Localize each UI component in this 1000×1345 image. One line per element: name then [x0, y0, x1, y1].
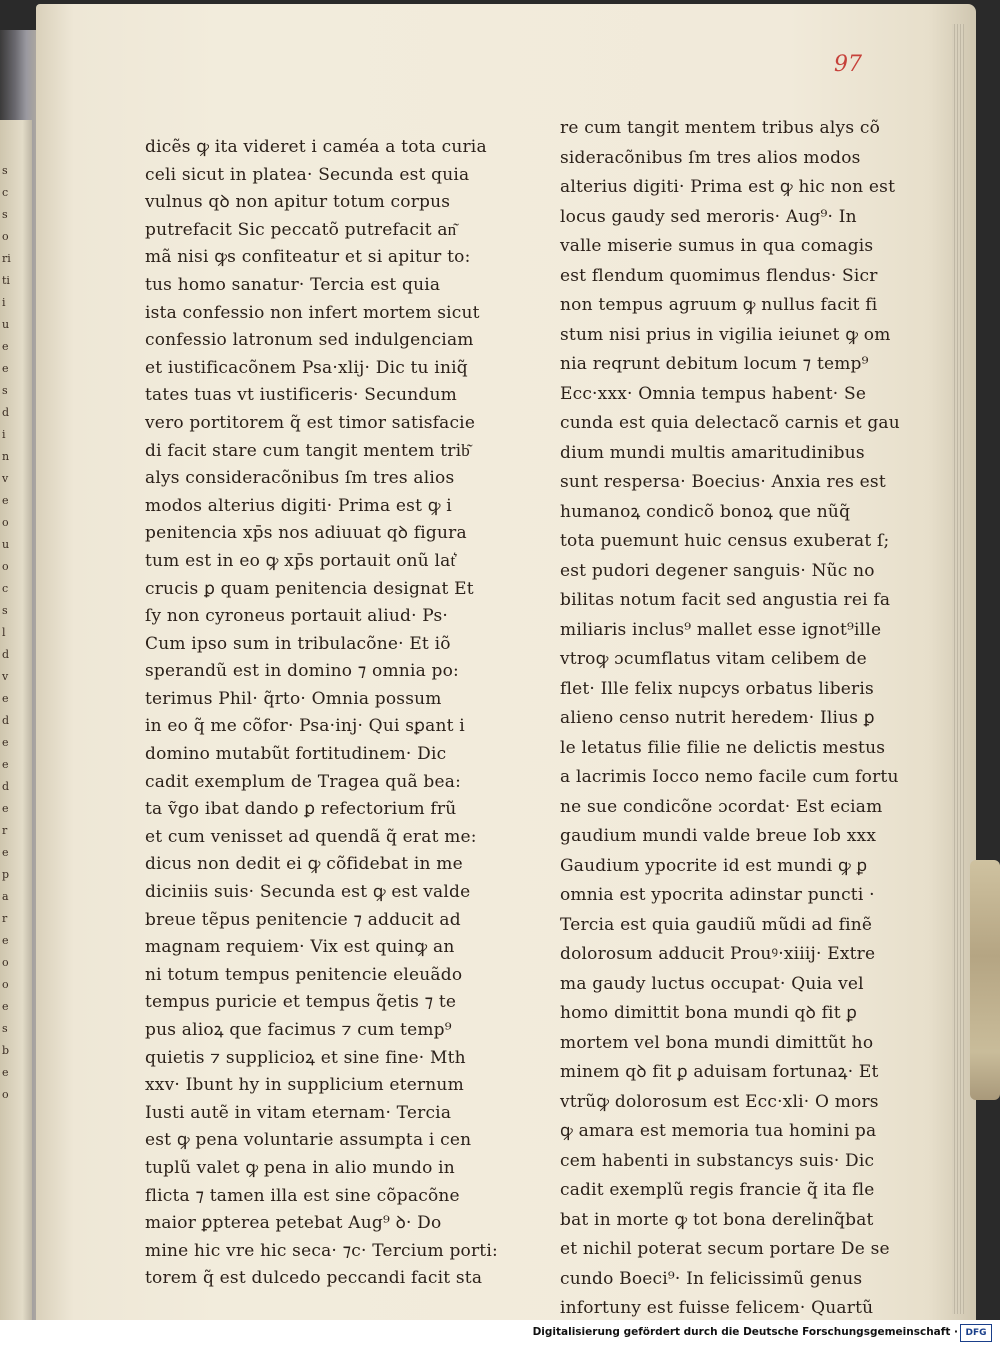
facing-page-text — [2, 160, 30, 1106]
text-line: xxv· Ibunt hy in supplicium eternum — [145, 1075, 464, 1096]
facing-page-glyph: o — [2, 956, 9, 969]
text-line: mã nisi ꝙs confiteatur et si apitur to: — [145, 247, 471, 268]
text-line: ꝙ amara est memoria tua homini pa — [560, 1121, 877, 1141]
text-line: tuplũ valet ꝙ pena in alio mundo in — [145, 1157, 455, 1178]
facing-page-glyph: o — [2, 230, 9, 243]
facing-page-glyph: u — [2, 318, 10, 331]
facing-page-glyph: r — [2, 824, 8, 837]
text-line: stum nisi prius in vigilia ieiunet ꝙ om — [560, 324, 891, 345]
facing-page-glyph: o — [2, 1088, 9, 1101]
text-line: miliaris inclus⁹ mallet esse ignot⁹ille — [560, 619, 882, 640]
text-line: ista confessio non infert mortem sicut — [145, 302, 480, 323]
text-line: dicus non dedit ei ꝙ cõfidebat in me — [145, 854, 463, 875]
text-line: confessio latronum sed indulgenciam — [145, 330, 474, 351]
text-line: dicẽs ꝙ ita videret i caméa a tota curia — [145, 137, 487, 157]
text-line: humanoꝝ condicõ bonoꝝ que nũq̃ — [560, 501, 851, 522]
text-line: torem q̃ est dulcedo peccandi facit sta — [145, 1268, 483, 1289]
facing-page-glyph: l — [2, 626, 6, 639]
facing-page-glyph: e — [2, 802, 9, 815]
text-line: nia reqrunt debitum locum ⁊ temp⁹ — [560, 354, 869, 374]
text-line: minem qꝺ fit ꝑ aduisam fortunaꝝ· Et — [560, 1062, 879, 1082]
text-line: dium mundi multis amaritudinibus — [560, 442, 865, 463]
facing-page-glyph: e — [2, 494, 9, 507]
text-line: sideracõnibus ſm tres alios modos — [560, 147, 861, 168]
funding-credit: Digitalisierung gefördert durch die Deutsche Forschungsgemeinschaft · — [532, 1326, 958, 1338]
text-line: bilitas notum facit sed angustia rei fa — [560, 590, 891, 610]
text-line: vtroꝙ ɔcumflatus vitam celibem de — [560, 649, 867, 669]
facing-page-glyph: e — [2, 692, 9, 705]
facing-page-glyph: b — [2, 1044, 10, 1057]
text-line: diciniis suis· Secunda est ꝙ est valde — [145, 882, 471, 903]
text-line: cadit exemplũ regis francie q̃ ita fle — [560, 1180, 875, 1200]
facing-page-glyph: v — [2, 670, 9, 683]
text-line: tum est in eo ꝙ xp̄s portauit onũ lat͛ — [145, 550, 456, 571]
text-line: breue tẽpus penitencie ⁊ adducit ad — [145, 909, 461, 930]
text-line: Gaudium ypocrite id est mundi ꝙ ꝑ — [560, 855, 868, 876]
text-line: a lacrimis Iocco nemo facile cum fortu — [560, 767, 899, 787]
text-line: dolorosum adducit Prouꝰ·xiiij· Extre — [560, 944, 876, 964]
facing-page-glyph: ti — [2, 274, 10, 287]
facing-page-glyph: s — [2, 208, 8, 221]
text-line: sunt respersa· Boecius· Anxia res est — [560, 472, 886, 492]
facing-page-glyph: d — [2, 714, 10, 727]
text-line: le letatus filie filie ne delictis mestus — [560, 737, 886, 758]
text-line: alterius digiti· Prima est ꝙ hic non est — [560, 177, 896, 197]
text-line: et cum venisset ad quendã q̃ erat me: — [145, 826, 477, 847]
dfg-logo: DFG — [960, 1324, 992, 1342]
text-line: Ecc·xxx· Omnia tempus habent· Se — [560, 383, 867, 404]
text-line: est ꝙ pena voluntarie assumpta i cen — [145, 1130, 472, 1151]
text-line: gaudium mundi valde breue Iob xxx — [560, 826, 877, 846]
text-line: flicta ⁊ tamen illa est sine cõpacõne — [145, 1185, 460, 1206]
text-line: ni totum tempus penitencie eleuãdo — [145, 964, 463, 985]
right-text-column — [560, 114, 900, 1320]
text-line: omnia est ypocrita adinstar puncti · — [560, 885, 875, 905]
text-line: et nichil poterat secum portare De se — [560, 1239, 890, 1259]
facing-page-glyph: e — [2, 1000, 9, 1013]
text-line: tus homo sanatur· Tercia est quia — [145, 274, 441, 295]
facing-page-glyph: s — [2, 164, 8, 177]
facing-page-glyph: e — [2, 340, 9, 353]
facing-page-glyph: e — [2, 362, 9, 375]
text-line: cundo Boeci⁹· In felicissimũ genus — [560, 1268, 863, 1289]
footer-bar — [0, 1320, 1000, 1345]
facing-page-glyph: e — [2, 736, 9, 749]
text-line: putrefacit Sic peccatõ putrefacit an͂ — [145, 219, 457, 240]
text-line: cunda est quia delectacõ carnis et gau — [560, 413, 900, 433]
facing-page-glyph: o — [2, 516, 9, 529]
facing-page-glyph: n — [2, 450, 10, 463]
text-line: est flendum quomimus flendus· Sicr — [560, 265, 878, 286]
text-line: domino mutabũt fortitudinem· Dic — [145, 744, 447, 765]
text-line: alieno censo nutrit heredem· Ilius ꝑ — [560, 708, 875, 728]
text-line: pus alioꝝ que facimus ⁊ cum temp⁹ — [145, 1020, 452, 1040]
facing-page-glyph: v — [2, 472, 9, 485]
facing-page-glyph: d — [2, 780, 10, 793]
text-line: penitencia xp̄s nos adiuuat qꝺ figura — [145, 523, 467, 544]
text-line: homo dimittit bona mundi qꝺ fit ꝑ — [560, 1003, 857, 1023]
text-line: non tempus agruum ꝙ nullus facit fi — [560, 295, 878, 315]
text-line: re cum tangit mentem tribus alys cõ — [560, 118, 881, 138]
text-line: Iusti autẽ in vitam eternam· Tercia — [145, 1102, 452, 1123]
text-line: locus gaudy sed meroris· Aug⁹· In — [560, 206, 857, 227]
text-line: bat in morte ꝙ tot bona derelinq̃bat — [560, 1209, 874, 1230]
facing-page-glyph: d — [2, 406, 10, 419]
text-line: vero portitorem q̃ est timor satisfacie — [145, 412, 476, 433]
text-line: valle miserie sumus in qua comagis — [560, 236, 874, 256]
text-line: ne sue condicõne ɔcordat· Est eciam — [560, 796, 883, 817]
facing-page-glyph: e — [2, 1066, 9, 1079]
facing-page-glyph: u — [2, 538, 10, 551]
text-line: quietis ⁊ supplicioꝝ et sine fine· Mth — [145, 1047, 466, 1068]
page-edge — [952, 24, 964, 1314]
facing-page-glyph: d — [2, 648, 10, 661]
text-line: tempus puricie et tempus q̃etis ⁊ te — [145, 992, 457, 1013]
text-line: alys consideracõnibus ſm tres alios — [145, 468, 455, 489]
text-line: tota puemunt huic census exuberat ſ; — [560, 531, 890, 551]
facing-page-glyph: ri — [2, 252, 11, 265]
facing-page-glyph: e — [2, 758, 9, 771]
text-line: vulnus qꝺ non apitur totum corpus — [145, 192, 451, 213]
cloth-marker — [970, 860, 1000, 1100]
facing-page-glyph: o — [2, 978, 9, 991]
text-line: infortuny est fuisse felicem· Quartũ — [560, 1298, 874, 1318]
text-line: cem habenti in substancys suis· Dic — [560, 1150, 875, 1171]
folio-number: 97 — [834, 52, 862, 77]
text-line: vtrũꝙ dolorosum est Ecc·xli· O mors — [560, 1091, 879, 1112]
facing-page-glyph: o — [2, 560, 9, 573]
text-line: cadit exemplum de Tragea quã bea: — [145, 771, 462, 792]
left-text-column — [145, 134, 498, 1293]
text-line: ma gaudy luctus occupat· Quia vel — [560, 973, 864, 994]
text-line: celi sicut in platea· Secunda est quia — [145, 164, 470, 185]
text-line: flet· Ille felix nupcys orbatus liberis — [560, 678, 874, 699]
text-line: sperandũ est in domino ⁊ omnia po: — [145, 661, 459, 682]
text-line: ſy non cyroneus portauit aliud· Ps· — [145, 606, 448, 627]
text-line: Cum ipso sum in tribulacõne· Et iõ — [145, 633, 451, 654]
facing-page-glyph: c — [2, 582, 9, 595]
facing-page-glyph: e — [2, 846, 9, 859]
facing-page-glyph: a — [2, 890, 9, 903]
text-line: mine hic vre hic seca· ⁊c· Tercium porti: — [145, 1240, 498, 1261]
text-line: in eo q̃ me cõfor· Psa·inj· Qui sꝑant i — [145, 716, 465, 737]
text-line: mortem vel bona mundi dimittũt ho — [560, 1032, 874, 1053]
facing-page-fragment — [0, 120, 32, 1320]
facing-page-glyph: e — [2, 934, 9, 947]
facing-page-glyph: s — [2, 384, 8, 397]
facing-page-glyph: s — [2, 1022, 8, 1035]
facing-page-glyph: i — [2, 296, 6, 309]
facing-page-glyph: i — [2, 428, 6, 441]
facing-page-glyph: s — [2, 604, 8, 617]
text-line: modos alterius digiti· Prima est ꝙ i — [145, 495, 452, 516]
text-line: ta ṽgo ibat dando ꝑ refectorium frũ — [145, 799, 457, 820]
text-line: terimus Phil· q̃rto· Omnia possum — [145, 688, 442, 709]
text-line: magnam requiem· Vix est quinꝙ an — [145, 937, 455, 958]
facing-page-glyph: p — [2, 868, 10, 881]
text-line: crucis ꝑ quam penitencia designat Et — [145, 578, 474, 599]
text-line: et iustificacõnem Psa·xlij· Dic tu iniq̃ — [145, 357, 468, 378]
text-line: tates tuas vt iustificeris· Secundum — [145, 385, 457, 406]
text-line: Tercia est quia gaudiũ mũdi ad finẽ — [560, 914, 873, 935]
facing-page-glyph: c — [2, 186, 9, 199]
text-line: di facit stare cum tangit mentem trib͂ — [145, 440, 470, 461]
text-line: maior ꝑpterea petebat Aug⁹ ꝺ· Do — [145, 1213, 442, 1234]
text-line: est pudori degener sanguis· Nũc no — [560, 560, 875, 581]
facing-page-glyph: r — [2, 912, 8, 925]
